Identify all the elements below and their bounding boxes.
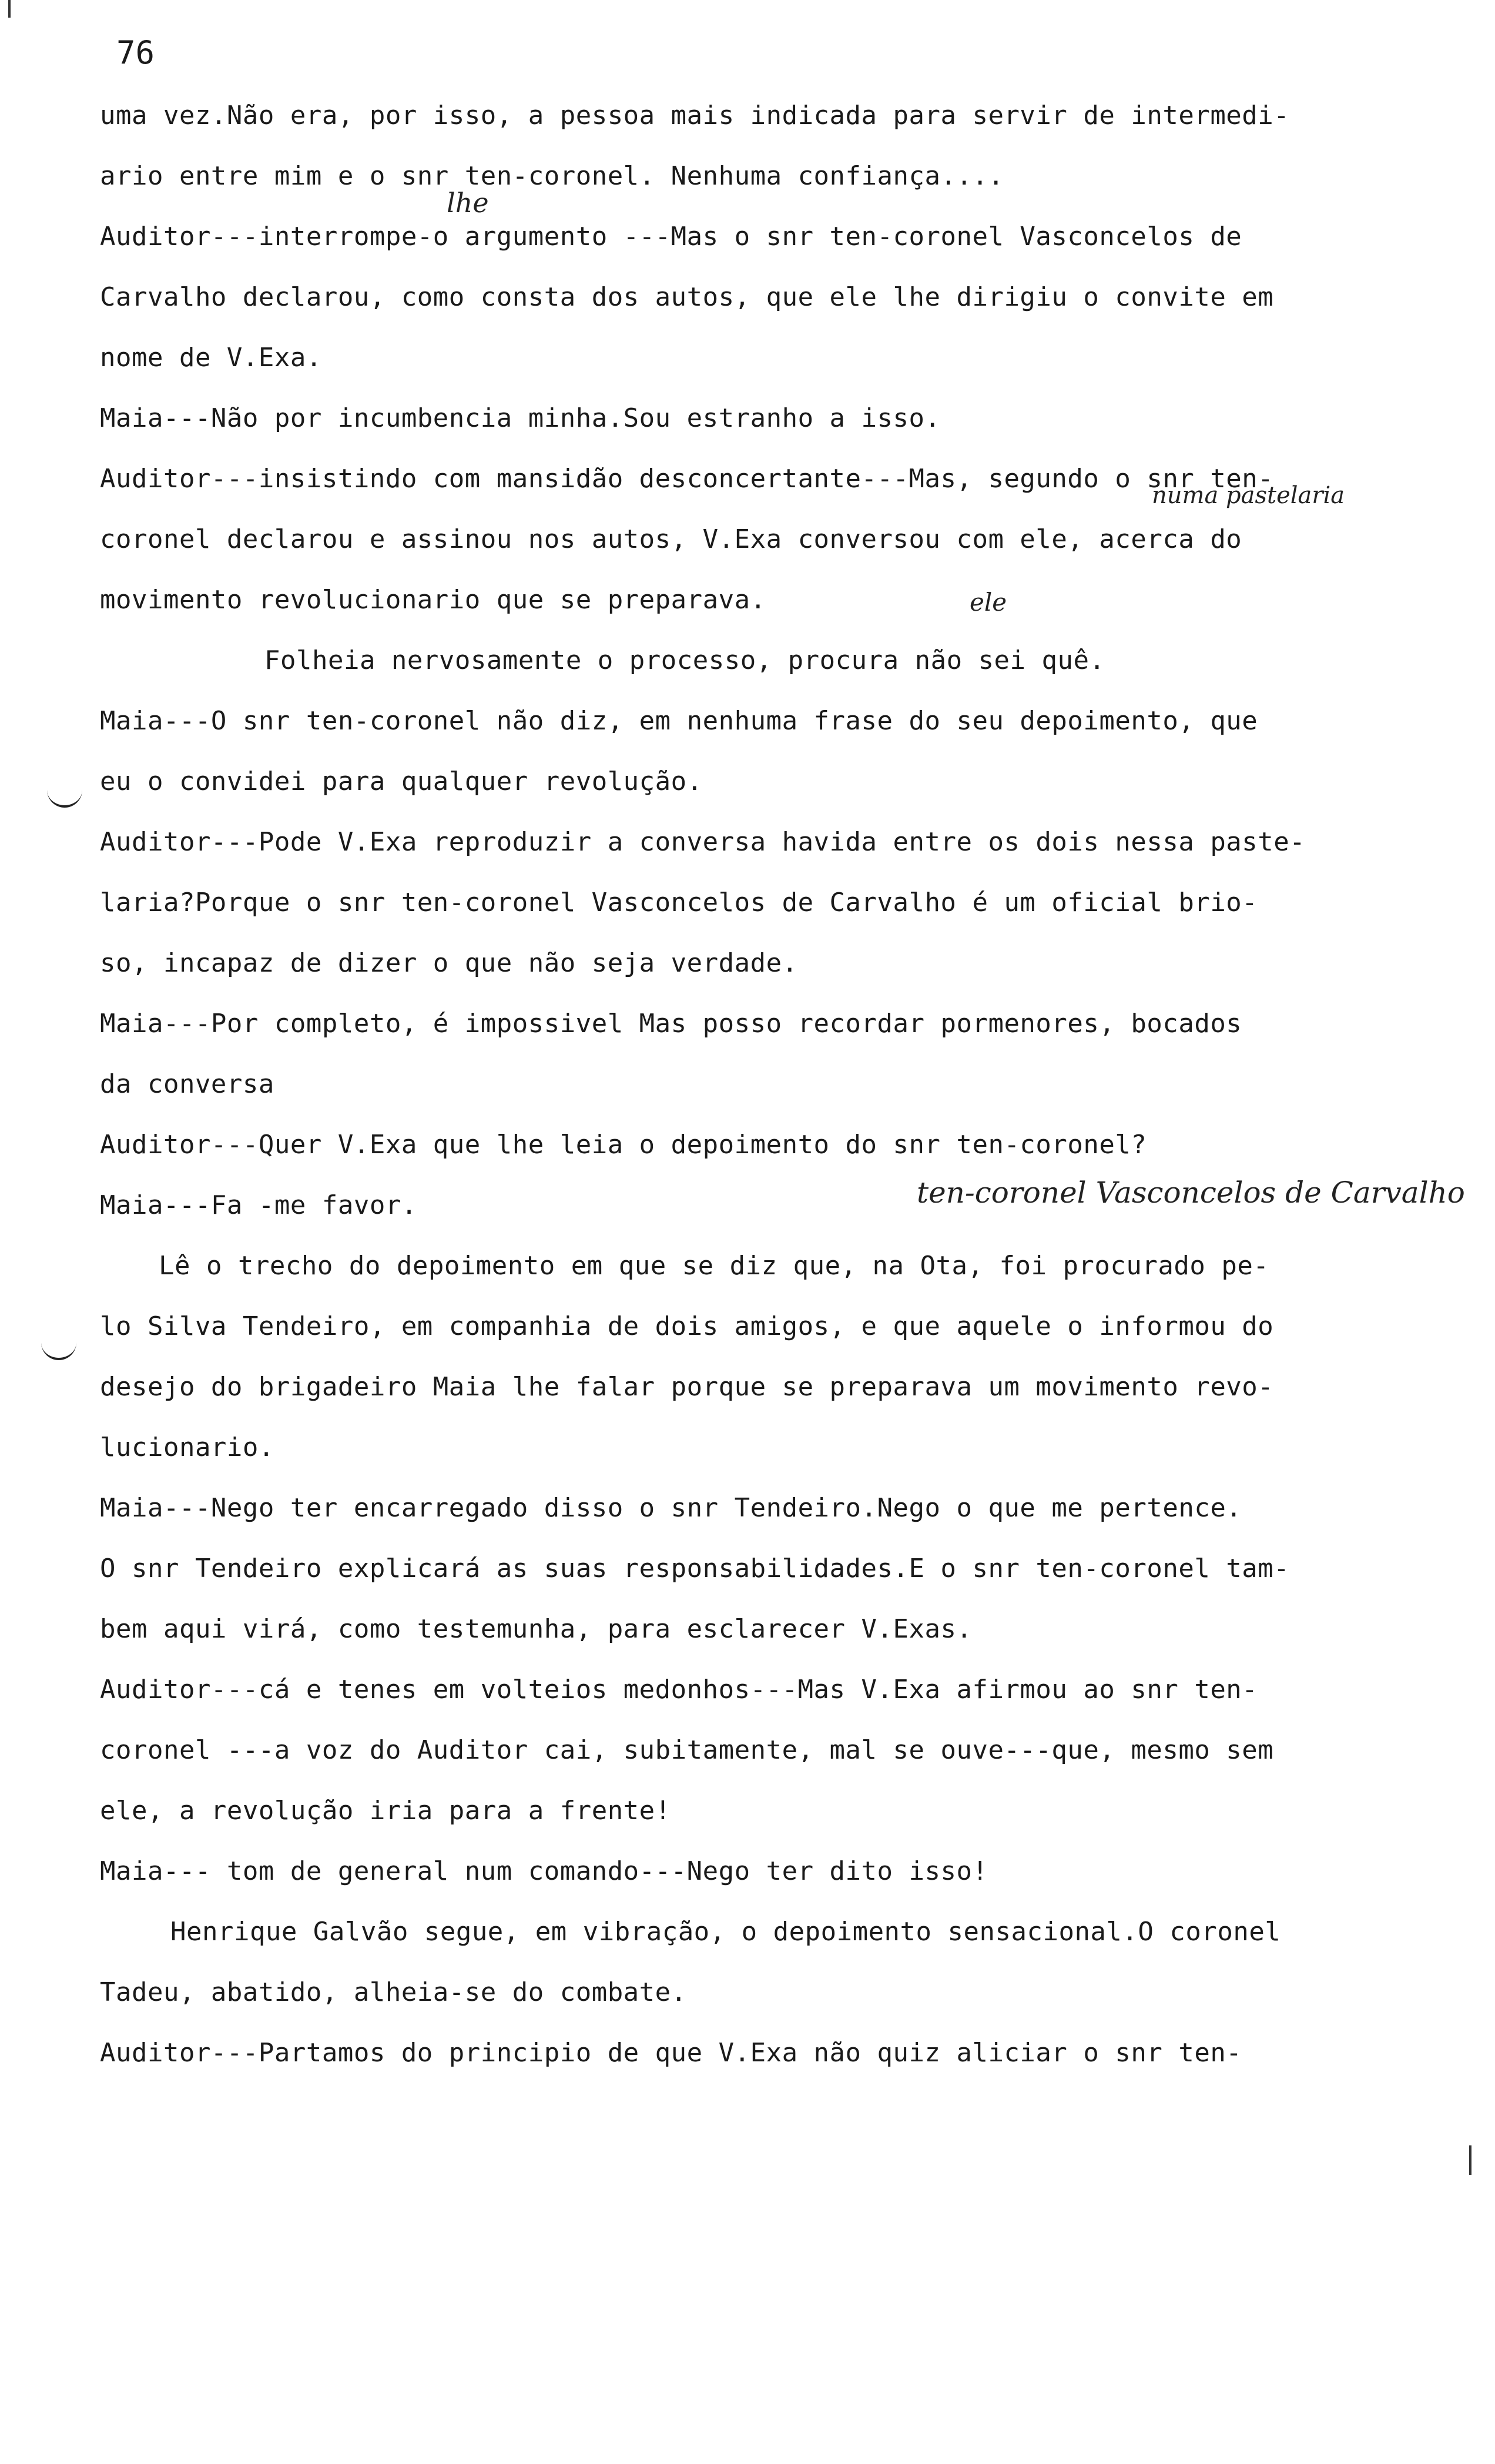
stage-direction-line: Folheia nervosamente o processo, procura não sei quê. xyxy=(264,645,1105,675)
text-line: ario entre mim e o snr ten-coronel. Nenhuma confiança.... xyxy=(100,161,1004,191)
text-line: eu o convidei para qualquer revolução. xyxy=(100,766,703,796)
text-line: so, incapaz de dizer o que não seja verdade. xyxy=(100,948,798,978)
text-line: Auditor---insistindo com mansidão desconcertante---Mas, segundo o snr ten- xyxy=(100,464,1274,494)
text-line: Carvalho declarou, como consta dos autos, que ele lhe dirigiu o convite em xyxy=(100,282,1274,312)
text-line: Auditor---cá e tenes em volteios medonhos---Mas V.Exa afirmou ao snr ten- xyxy=(100,1675,1258,1705)
stage-direction-line: Henrique Galvão segue, em vibração, o depoimento sensacional.O coronel xyxy=(170,1917,1281,1947)
text-line: bem aqui virá, como testemunha, para esclarecer V.Exas. xyxy=(100,1614,973,1644)
text-line: nome de V.Exa. xyxy=(100,343,322,373)
text-line: uma vez.Não era, por isso, a pessoa mais indicada para servir de intermedi- xyxy=(100,101,1290,130)
text-line: desejo do brigadeiro Maia lhe falar porque se preparava um movimento revo- xyxy=(100,1372,1274,1402)
page-number: 76 xyxy=(116,34,155,71)
text-line: laria?Porque o snr ten-coronel Vasconcelos de Carvalho é um oficial brio- xyxy=(100,888,1258,918)
text-line: O snr Tendeiro explicará as suas responsabilidades.E o snr ten-coronel tam- xyxy=(100,1554,1290,1583)
text-line: Auditor---Pode V.Exa reproduzir a conversa havida entre os dois nessa paste- xyxy=(100,827,1306,857)
handwritten-annotation-pastelaria: numa pastelaria xyxy=(1152,482,1345,509)
text-line: Auditor---Partamos do principio de que V.Exa não quiz aliciar o snr ten- xyxy=(100,2038,1242,2068)
text-line: lucionario. xyxy=(100,1432,274,1462)
text-line: Maia---Por completo, é impossivel Mas posso recordar pormenores, bocados xyxy=(100,1009,1242,1039)
stage-direction-line: Lê o trecho do depoimento em que se diz que, na Ota, foi procurado pe- xyxy=(159,1251,1269,1281)
text-line: Maia---Não por incumbencia minha.Sou estranho a isso. xyxy=(100,403,941,433)
text-line: Auditor---Quer V.Exa que lhe leia o depoimento do snr ten-coronel? xyxy=(100,1130,1147,1160)
handwritten-annotation-ten-coronel: ten-coronel Vasconcelos de Carvalho xyxy=(917,1176,1465,1210)
text-line: movimento revolucionario que se preparava. xyxy=(100,585,766,615)
text-line: Maia---Nego ter encarregado disso o snr Tendeiro.Nego o que me pertence. xyxy=(100,1493,1242,1523)
text-line: coronel declarou e assinou nos autos, V.Exa conversou com ele, acerca do xyxy=(100,524,1242,554)
edge-mark xyxy=(1469,2145,1471,2175)
edge-mark xyxy=(8,0,11,18)
text-line: ele, a revolução iria para a frente! xyxy=(100,1796,671,1826)
text-line: Maia---Fa -me favor. xyxy=(100,1190,417,1220)
text-line: Auditor---interrompe-o argumento ---Mas o snr ten-coronel Vasconcelos de xyxy=(100,222,1242,252)
text-line: da conversa xyxy=(100,1069,274,1099)
text-line: coronel ---a voz do Auditor cai, subitamente, mal se ouve---que, mesmo sem xyxy=(100,1735,1274,1765)
text-line: Maia--- tom de general num comando---Nego ter dito isso! xyxy=(100,1856,988,1886)
handwritten-annotation-lhe: lhe xyxy=(447,187,489,219)
margin-mark xyxy=(41,1340,76,1360)
text-line: Tadeu, abatido, alheia-se do combate. xyxy=(100,1977,687,2007)
document-body xyxy=(100,85,1422,2083)
margin-mark xyxy=(47,788,82,808)
text-line: Maia---O snr ten-coronel não diz, em nenhuma frase do seu depoimento, que xyxy=(100,706,1258,736)
text-line: lo Silva Tendeiro, em companhia de dois amigos, e que aquele o informou do xyxy=(100,1311,1274,1341)
handwritten-annotation-ele: ele xyxy=(970,588,1007,617)
